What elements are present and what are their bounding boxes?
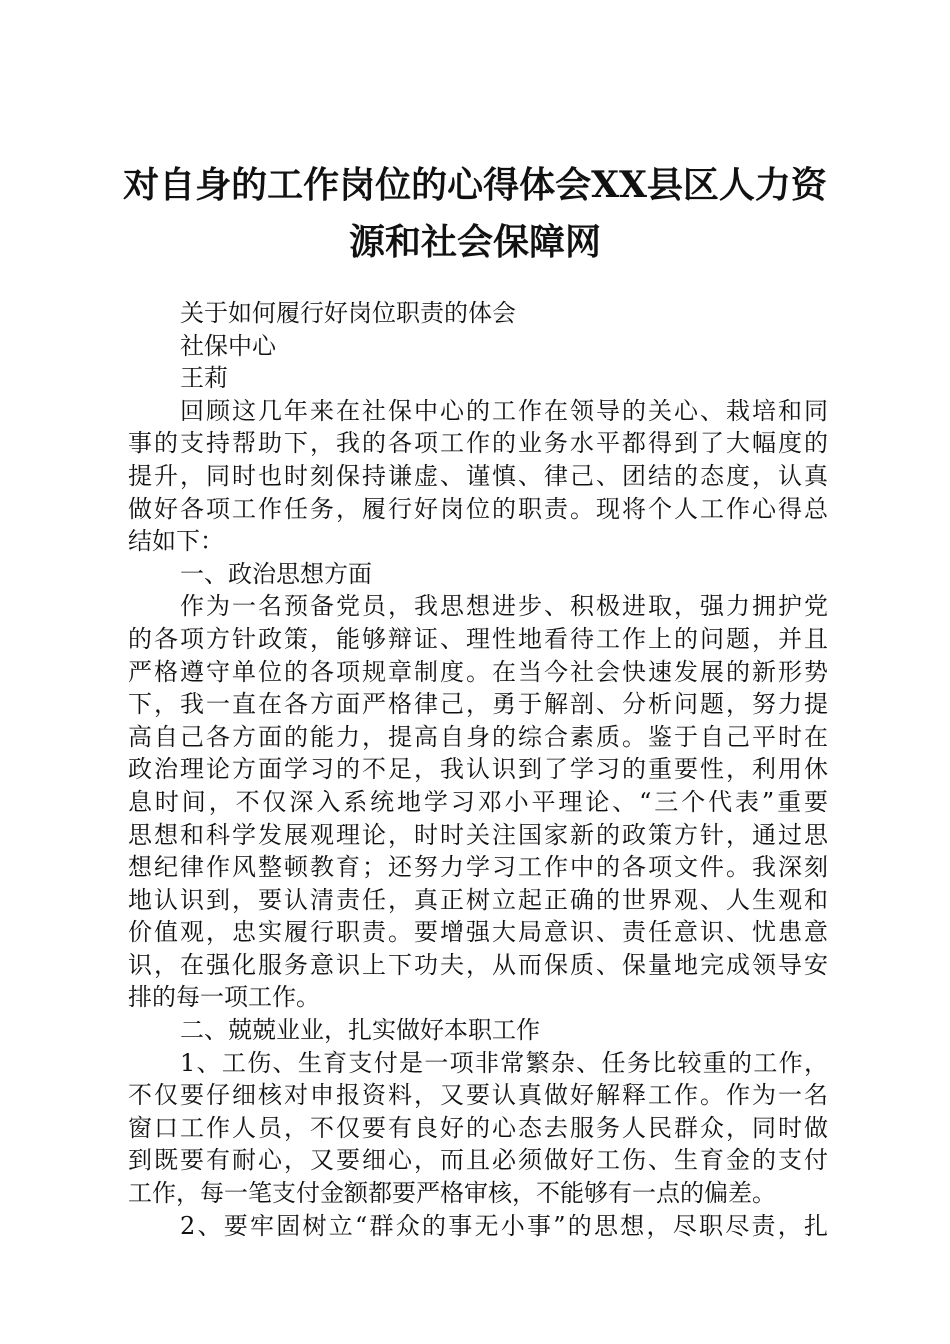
body-line: 回顾这几年来在社保中心的工作在领导的关心、栽培和同 [180, 396, 828, 425]
body-line: 关于如何履行好岗位职责的体会 [180, 299, 516, 327]
body-line: 排的每一项工作。 [128, 983, 320, 1012]
body-line: 工作，每一笔支付金额都要严格审核，不能够有一点的偏差。 [128, 1179, 776, 1208]
body-line: 作为一名预备党员，我思想进步、积极进取，强力拥护党 [180, 592, 828, 621]
body-line: 息时间，不仅深入系统地学习邓小平理论、“三个代表”重要 [128, 787, 828, 816]
body-line: 价值观，忠实履行职责。要增强大局意识、责任意识、忧患意 [128, 918, 828, 947]
body-line: 严格遵守单位的各项规章制度。在当今社会快速发展的新形势 [128, 657, 828, 686]
body-line: 下，我一直在各方面严格律己，勇于解剖、分析问题，努力提 [128, 690, 828, 719]
document-body [128, 297, 828, 1242]
body-line: 做好各项工作任务，履行好岗位的职责。现将个人工作心得总 [128, 494, 828, 523]
document-title-line-2: 源和社会保障网 [348, 221, 601, 263]
body-line: 1、工伤、生育支付是一项非常繁杂、任务比较重的工作， [180, 1048, 828, 1077]
body-line: 事的支持帮助下，我的各项工作的业务水平都得到了大幅度的 [128, 429, 828, 458]
body-line: 想纪律作风整顿教育；还努力学习工作中的各项文件。我深刻 [128, 853, 828, 882]
body-line: 识，在强化服务意识上下功夫，从而保质、保量地完成领导安 [128, 950, 828, 979]
body-line: 2、要牢固树立“群众的事无小事”的思想，尽职尽责，扎 [180, 1211, 828, 1240]
body-line: 不仅要仔细核对申报资料，又要认真做好解释工作。作为一名 [128, 1081, 828, 1110]
body-line: 王莉 [180, 364, 228, 393]
body-line: 结如下： [128, 527, 224, 556]
body-line: 思想和科学发展观理论，时时关注国家新的政策方针，通过思 [128, 820, 828, 849]
body-line: 窗口工作人员，不仅要有良好的心态去服务人民群众，同时做 [128, 1113, 828, 1142]
body-line: 地认识到，要认清责任，真正树立起正确的世界观、人生观和 [128, 885, 828, 914]
body-line: 一、政治思想方面 [180, 559, 372, 588]
body-line: 二、兢兢业业，扎实做好本职工作 [180, 1016, 540, 1045]
body-line: 到既要有耐心，又要细心，而且必须做好工伤、生育金的支付 [128, 1146, 828, 1175]
body-line: 高自己各方面的能力，提高自身的综合素质。鉴于自己平时在 [128, 722, 828, 751]
body-line: 政治理论方面学习的不足，我认识到了学习的重要性，利用休 [128, 755, 828, 784]
body-line: 社保中心 [180, 331, 276, 360]
body-line: 提升，同时也时刻保持谦虚、谨慎、律己、团结的态度，认真 [128, 461, 828, 490]
body-line: 的各项方针政策，能够辩证、理性地看待工作上的问题，并且 [128, 624, 828, 653]
document-title-line-1: 对自身的工作岗位的心得体会XX县区人力资 [123, 164, 827, 206]
